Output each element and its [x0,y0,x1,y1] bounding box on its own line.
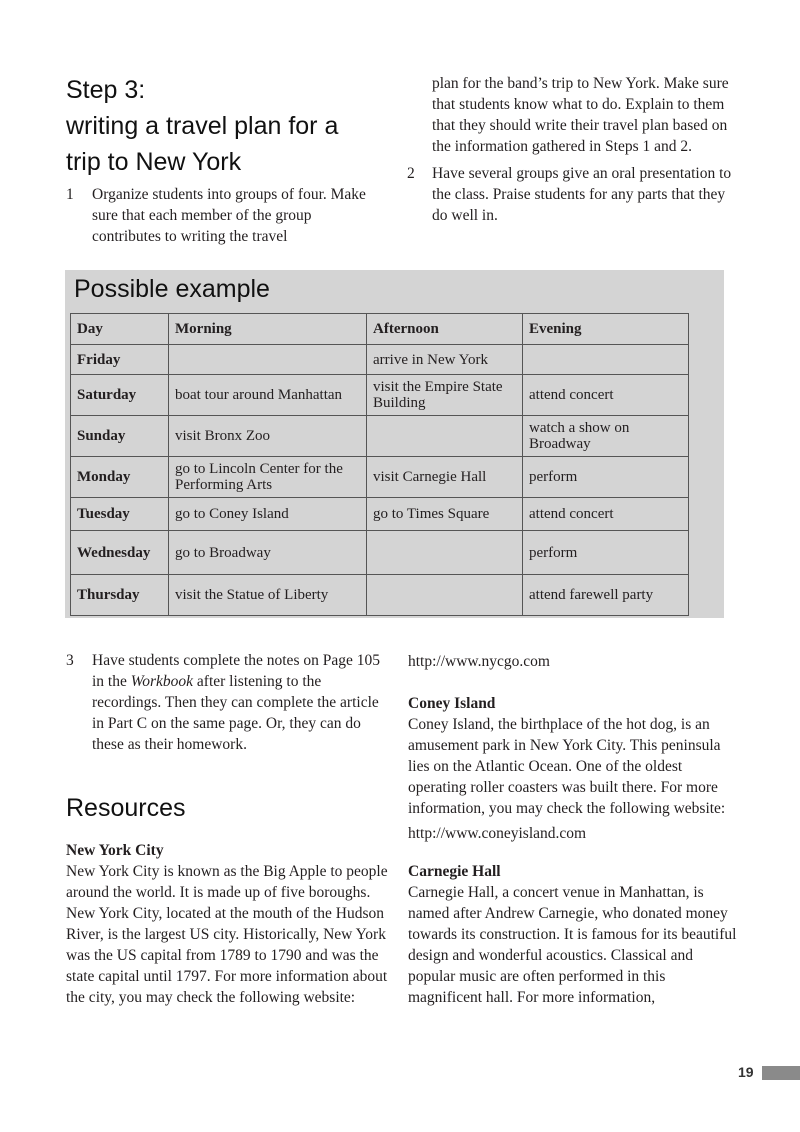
table-cell: go to Coney Island [169,498,367,531]
resource-heading: Carnegie Hall [408,863,501,880]
page-number: 19 [738,1064,754,1080]
table-row [71,531,689,575]
table-cell: visit Carnegie Hall [367,457,523,498]
table-cell [169,345,367,375]
table-cell-day: Friday [71,345,169,375]
table-header: Afternoon [367,314,523,345]
table-cell: attend concert [523,498,689,531]
item-text: Have several groups give an oral presentation to the class. Praise students for any parts that they do well in. [432,165,732,224]
possible-example-box [65,270,724,618]
resource-url-nycgo: http://www.nycgo.com [408,653,550,670]
table-cell-day: Saturday [71,375,169,416]
table-row [71,345,689,375]
table-cell: attend concert [523,375,689,416]
resource-heading: Coney Island [408,695,496,712]
table-cell-day: Tuesday [71,498,169,531]
table-cell-day: Sunday [71,416,169,457]
instruction-item-1 [66,184,376,247]
resource-url-coneyisland: http://www.coneyisland.com [408,825,587,842]
table-cell: boat tour around Manhattan [169,375,367,416]
section-title-step-3 [66,72,396,180]
resource-text: Carnegie Hall, a concert venue in Manhattan, is named after Andrew Carnegie, who donated money towards its construction. It is famous for its beautiful design and wonderful acoustics. Classical and popular music are often performed in this magnificent hall. For more information, [408,884,737,1006]
example-title: Possible example [74,275,270,303]
step-title-line: trip to New York [66,148,242,176]
item-number: 1 [66,186,74,203]
table-cell: watch a show on Broadway [523,416,689,457]
item-text-part: after listening to the recordings. Then they can complete the article in Part C on the same page. Or, they can do these as their homework. [92,673,379,753]
table-cell: visit Bronx Zoo [169,416,367,457]
step-title-line: writing a travel plan for a [66,112,339,140]
table-cell: arrive in New York [367,345,523,375]
table-header: Day [71,314,169,345]
table-cell [523,345,689,375]
table-cell-day: Wednesday [71,531,169,575]
table-cell: go to Broadway [169,531,367,575]
table-row [71,575,689,616]
table-cell-day: Thursday [71,575,169,616]
table-cell: visit the Empire State Building [367,375,523,416]
right-column-bottom [408,651,738,1008]
resource-new-york-city [66,840,396,1008]
table-row [71,498,689,531]
item-1-continuation: plan for the band’s trip to New York. Make sure that students know what to do. Explain to them that they should write their travel plan based on the information gathered in Steps 1 and 2. [432,75,729,155]
resource-text: Coney Island, the birthplace of the hot dog, is an amusement park in New York City. This peninsula lies on the Atlantic Ocean. One of the oldest operating roller coasters was built there. For more information, you may check the following website: [408,716,726,817]
item-number: 3 [66,652,74,669]
right-column-top [407,73,737,226]
table-cell-day: Monday [71,457,169,498]
table-cell [367,416,523,457]
resource-text: New York City is known as the Big Apple to people around the world. It is made up of five boroughs. New York City, located at the mouth of the Hudson River, is the largest US city. Historically, New York was the US capital from 1789 to 1790 and was the state capital until 1797. For more information about the city, you may check the following website: [66,863,388,1006]
table-row [71,375,689,416]
resources-title: Resources [66,794,186,822]
item-text [92,650,386,755]
table-cell: go to Times Square [367,498,523,531]
travel-plan-table [70,313,689,616]
table-row [71,416,689,457]
page-number-bar [762,1066,800,1080]
table-cell [367,575,523,616]
step-title-line: Step 3: [66,76,146,104]
instruction-item-3 [66,650,386,755]
item-number: 2 [407,165,415,182]
instruction-item-2 [407,163,737,226]
table-header: Morning [169,314,367,345]
item-text: Organize students into groups of four. Make sure that each member of the group contributes to writing the travel [92,186,366,245]
table-cell [367,531,523,575]
table-cell: perform [523,457,689,498]
table-cell: go to Lincoln Center for the Performing Arts [169,457,367,498]
resource-heading: New York City [66,842,164,859]
table-cell: visit the Statue of Liberty [169,575,367,616]
item-text-part: Have students complete the notes on Page 105 in the [92,652,380,690]
table-row [71,457,689,498]
table-cell: perform [523,531,689,575]
table-cell: attend farewell party [523,575,689,616]
table-header: Evening [523,314,689,345]
table-header-row [71,314,689,345]
workbook-title: Workbook [130,673,194,690]
